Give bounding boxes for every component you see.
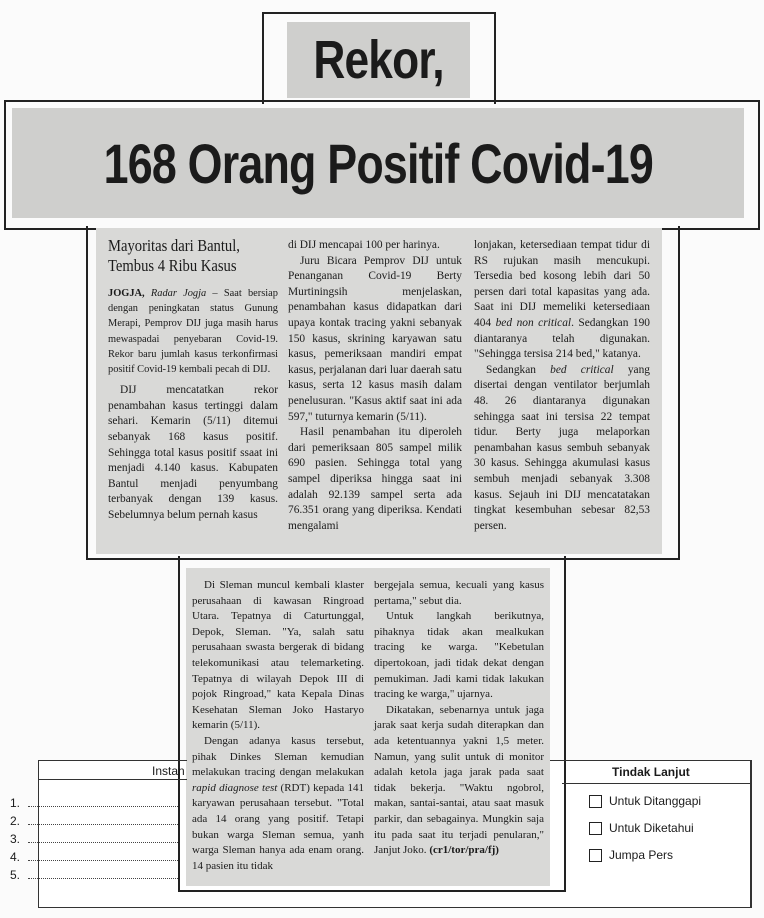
form-line-blank [28,814,178,825]
form-line-blank [28,832,178,843]
subheadline-line2: Tembus 4 Ribu Kasus [108,256,237,275]
paragraph [474,238,650,363]
paragraph: Juru Bicara Pemprov DIJ untuk Penanganan Covid-19 Berty Murtiningsih menjelaskan, penambahan kasus didapatkan dari upaya kontak tracing yakni sebanyak 150 kasus, skrining karyawan satu kasus, pemeriksaan mandiri empat kasus, perjalanan dari luar daerah satu kasus, serta 12 kasus masih dalam penelusuran. "Kasus aktif saat ini ada 597," tuturnya kemarin (5/11). [288,254,462,423]
paragraph: bergejala semua, kecuali yang kasus pertama," sebut dia. [374,579,544,607]
headline-line2-box [12,108,744,218]
form-line-3[interactable] [10,832,178,846]
text-run: (RDT) kepada 141 karyawan perusahaan tersebut. "Total ada 14 orang yang positif. Tetapi bukan warga Sleman semua, yanh warga Sleman hanya ada enam orang. 14 pasien itu tidak [192,781,364,872]
text-run: Dikatakan, sebenarnya untuk jaga jarak saat kerja sudah diterapkan dan ada ketentuannya yakni 1,5 meter. Namun, yang sulit untuk di monitor adalah ketola jaga jarak pada saat tidak bekerja. "Waktu ngobrol, makan, santai-santai, atau saat masuk parkir, dan sebagainya. Mungkin saja itu pada saat itu terjadi penularan," Janjut Joko. [374,703,544,857]
paragraph [474,363,650,535]
byline-source: Radar Jogja [150,288,207,299]
form-line-number: 3. [10,832,21,846]
lead-text: – Saat bersiap dengan peningkatan status Gunung Merapi, Pemprov DIJ juga masih harus mewaspadai penyebaran Covid-19. Rekor baru jumlah kasus terkonfirmasi positif Covid-19 kembali pecah di DIJ. [108,288,278,376]
option-jumpa-pers[interactable] [589,848,673,862]
form-line-4[interactable] [10,850,178,864]
form-line-blank [28,868,178,879]
byline-city: JOGJA, [108,288,145,299]
paragraph: DIJ mencatatkan rekor penambahan kasus tertinggi dalam sehari. Kemarin (5/11) ditemui sebanyak 168 kasus positif. Sehingga total kasus positif ssaat ini menjadi 4.140 kasus. Kabupaten Bantul menjadi penyumbang terbanyak dengan 139 kasus. Sebelumnya belum pernah kasus [108,384,278,521]
form-divider [39,779,187,780]
form-line-blank [28,796,178,807]
form-line-number: 1. [10,796,21,810]
form-divider [562,783,750,784]
article-bottom-col1 [192,578,364,874]
form-line-1[interactable] [10,796,178,810]
paragraph: di DIJ mencapai 100 per harinya. [288,239,440,251]
text-emphasis: bed non critical [495,316,572,329]
option-label: Untuk Ditanggapi [609,794,702,808]
article-top-col1 [108,236,278,524]
paragraph: Hasil penambahan itu diperoleh dari pemeriksaan 805 sampel milik 690 pasien. Sehingga total yang sampel diperiksa hingga saat ini adalah 92.139 sampel serta ada 76.351 orang yang diperiksa. Kendati mengalami [288,426,462,532]
text-run: lonjakan, ketersediaan tempat tidur di RS rujukan masih mencukupi. Tersedia bed kosong lebih dari 50 persen dari total kapasitas yang ada. Saat ini DIJ memeliki ketersediaan 404 [474,239,650,329]
form-line-5[interactable] [10,868,178,882]
checkbox[interactable] [589,849,602,862]
text-run: yang disertai dengan ventilator berjumlah 48. 26 diantaranya digunakan sehingga saat ini tersisa 22 tempat tidur. Berty juga melaporkan penambahan kasus sembuh sebanyak 30 kasus. Sehingga akumulasi kasus sembuh menjadi sebanyak 3.308 kasus. Sejauh ini DIJ mencatatakan tingkat kesembuhan sebesar 82,53 persen. [474,363,650,532]
headline-line2: 168 Orang Positif Covid-19 [103,131,653,195]
paragraph [192,734,364,874]
paragraph: Untuk langkah berikutnya, pihaknya tidak akan mealkukan tracing ke warga. "Kebetulan dipertokoan, jadi tidak dekat dengan pemukiman. Jadi kami tidak lakukan tracing ke warga," ujarnya. [374,610,544,701]
subheadline-line1: Mayoritas dari Bantul, [108,236,240,255]
text-emphasis: bed critical [550,363,614,376]
article-top-col2 [288,238,462,534]
article-bottom-col2 [374,578,544,859]
text-run: Dengan adanya kasus tersebut, pihak Dinkes Sleman kemudian melakukan tracing dengan melakukan [192,734,364,779]
paragraph: Di Sleman muncul kembali klaster perusahaan di kawasan Ringroad Utara. Tepatnya di Caturtunggal, Depok, Sleman. "Ya, salah satu perusahaan swasta bergerak di bidang telekomunikasi atau telemarketing. Tepatnya di wilayah Depok III di pojok Ringroad," kata Kepala Dinas Kesehatan Sleman Joko Hastaryo kemarin (5/11). [192,579,364,732]
text-emphasis: rapid diagnose test [192,781,278,794]
form-line-2[interactable] [10,814,178,828]
option-untuk-ditanggapi[interactable] [589,794,701,808]
option-untuk-diketahui[interactable] [589,821,694,835]
text-run: Sedangkan [486,363,551,376]
form-line-blank [28,850,178,861]
checkbox[interactable] [589,822,602,835]
lead-paragraph [108,286,278,377]
headline-line1-box [287,22,470,98]
form-line-number: 2. [10,814,21,828]
article-top-col3 [474,238,650,534]
checkbox[interactable] [589,795,602,808]
form-left-header: Instan [152,764,185,778]
option-label: Jumpa Pers [609,848,674,862]
headline-line1: Rekor, [313,30,444,90]
option-label: Untuk Diketahui [609,821,694,835]
form-line-number: 5. [10,868,21,882]
subheadline [108,236,254,276]
form-line-number: 4. [10,850,21,864]
paragraph [374,703,544,859]
author-credit: (cr1/tor/pra/fj) [429,844,499,857]
form-right-header: Tindak Lanjut [612,765,690,779]
text-run: . Sedangkan 190 diantaranya telah digunakan. "Sehingga tersisa 214 bed," katanya. [474,316,650,361]
